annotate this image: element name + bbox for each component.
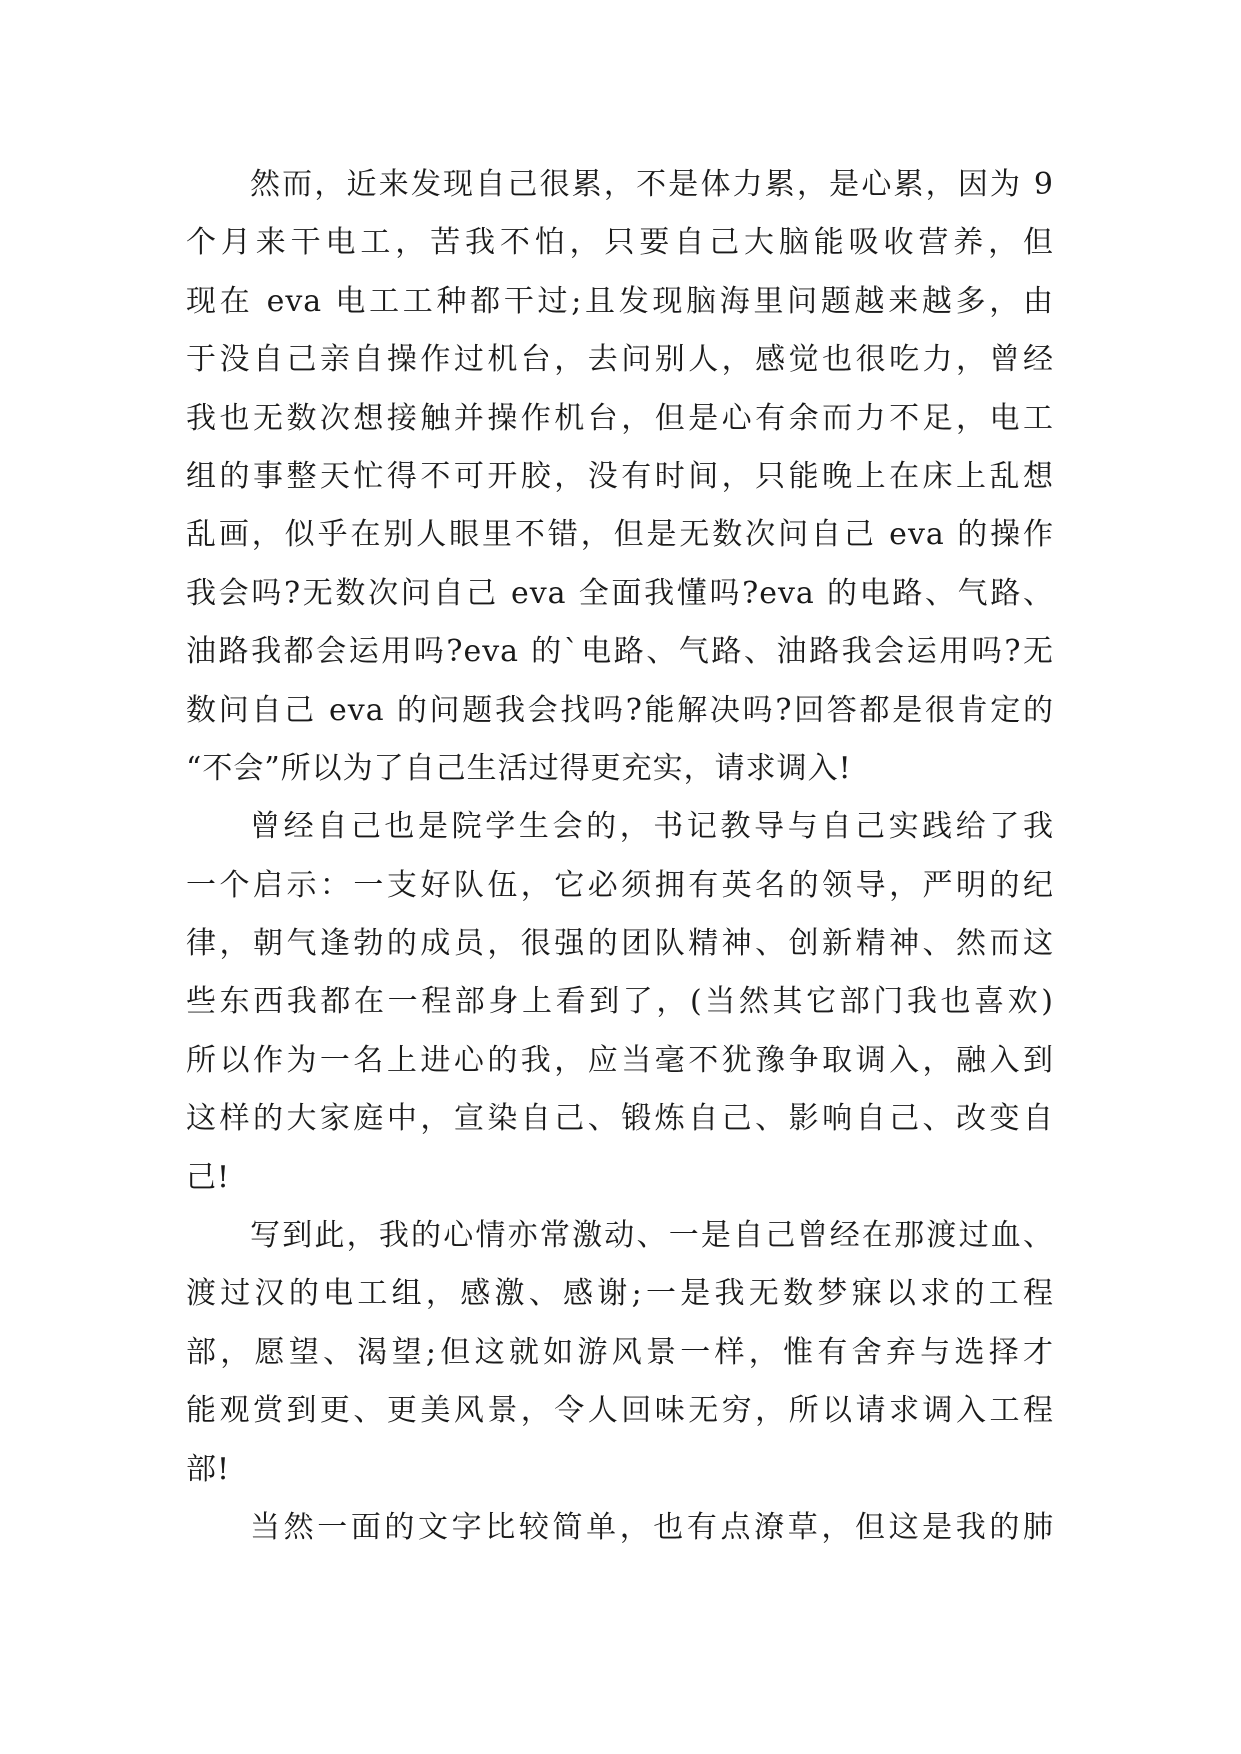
paragraph-1-line-5: 我也无数次想接触并操作机台，但是心有余而力不足，电工 [186, 400, 1054, 436]
paragraph-1-line-3: 现在 eva 电工工种都干过;且发现脑海里问题越来越多，由 [186, 283, 1054, 319]
paragraph-1-line-9: 油路我都会运用吗?eva 的`电路、气路、油路我会运用吗?无 [186, 634, 1054, 670]
paragraph-2-line-7: 己! [186, 1159, 231, 1195]
paragraph-3-line-5: 部! [186, 1451, 231, 1487]
paragraph-1-line-8: 我会吗?无数次问自己 eva 全面我懂吗?eva 的电路、气路、 [186, 575, 1054, 611]
paragraph-1-line-10: 数问自己 eva 的问题我会找吗?能解决吗?回答都是很肯定的 [186, 692, 1054, 728]
paragraph-2-line-3: 律，朝气逢勃的成员，很强的团队精神、创新精神、然而这 [186, 926, 1054, 962]
paragraph-1-line-1: 然而，近来发现自己很累，不是体力累，是心累，因为 9 [250, 167, 1054, 202]
paragraph-2-line-1: 曾经自己也是院学生会的，书记教导与自己实践给了我 [250, 809, 1054, 845]
paragraph-1-line-7: 乱画，似乎在别人眼里不错，但是无数次问自己 eva 的操作 [186, 517, 1054, 553]
paragraph-1-line-2: 个月来干电工，苦我不怕，只要自己大脑能吸收营养，但 [186, 225, 1054, 261]
paragraph-2-line-2: 一个启示：一支好队伍，它必须拥有英名的领导，严明的纪 [186, 867, 1054, 903]
document-body [186, 156, 1054, 1557]
paragraph-2-line-5: 所以作为一名上进心的我，应当毫不犹豫争取调入，融入到 [186, 1042, 1054, 1078]
paragraph-3-line-1: 写到此，我的心情亦常激动、一是自己曾经在那渡过血、 [250, 1218, 1054, 1254]
paragraph-4-line-1: 当然一面的文字比较简单，也有点潦草，但这是我的肺 [250, 1509, 1054, 1545]
paragraph-3-line-4: 能观赏到更、更美风景，令人回味无穷，所以请求调入工程 [186, 1393, 1054, 1429]
paragraph-1-line-6: 组的事整天忙得不可开胶，没有时间，只能晚上在床上乱想 [186, 458, 1054, 494]
paragraph-1-line-11: “不会”所以为了自己生活过得更充实，请求调入! [186, 750, 852, 786]
paragraph-3-line-2: 渡过汉的电工组，感激、感谢;一是我无数梦寐以求的工程 [186, 1276, 1054, 1312]
paragraph-1-line-4: 于没自己亲自操作过机台，去问别人，感觉也很吃力，曾经 [186, 342, 1054, 378]
paragraph-2-line-6: 这样的大家庭中，宣染自己、锻炼自己、影响自己、改变自 [186, 1101, 1054, 1137]
paragraph-3-line-3: 部，愿望、渴望;但这就如游风景一样，惟有舍弃与选择才 [186, 1334, 1054, 1370]
paragraph-2-line-4: 些东西我都在一程部身上看到了，(当然其它部门我也喜欢) [186, 984, 1054, 1020]
